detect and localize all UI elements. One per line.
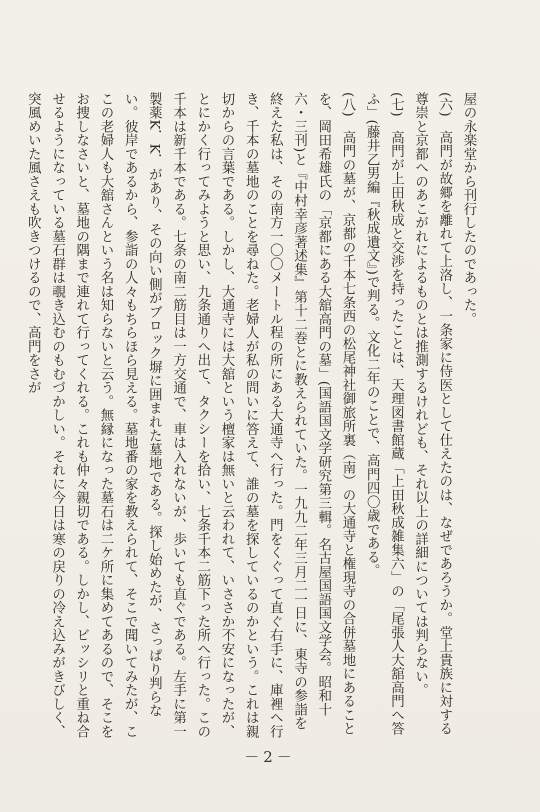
note-7: (七) 高門が上田秋成と交渉を持ったことは、天理図書館蔵「上田秋成雑集六」の「尾張人大舘高門へ答ふ」(藤井乙男編『秋成遺文』)で判る。文化二年のことで、高門四〇歳である。 (364, 92, 404, 736)
paragraph-intro-end: 屋の永楽堂から刊行したのであった。 (461, 92, 476, 326)
page-number: －2－ (244, 748, 296, 766)
note-8: (八) 高門の墓が、京都の千本七条西の松尾神社御旅所裏（南）の大通寺と権現寺の合併墓地にあることを、岡田希雄氏の「京都にある大舘高門の墓」(国語国文学研究第三輯。名古屋国語国文学会。昭和十六・三刊)と『中村幸彦著述集』第十二巻とに教えられていた。一九九二年三月二一日に、東寺の参詣を終えた私は、その南方一〇〇メートル程の所にある大通寺へ行った。門をくぐって直ぐ右手に、庫裡へ行き、千本の墓地のことを尋ねた。老婦人が私の問いに答えて、誰の墓を探しているのかという。これは親切からの言葉である。しかし、大通寺には大舘という檀家は無いと云われて、いささか不安になったが、とにかく行ってみようと思い、九条通りへ出て、タクシーを拾い、七条千本二筋下った所へ行った。この千本は新千本である。七条の南二筋目は一方交通で、車は入れないが、歩いても直ぐである。左手に第一製薬K．K．があり、その向い側がブロック塀に囲まれた墓地である。探し始めたが、さっぱり判らない。彼岸であるから、参詣の人々もちらほら見える。墓地番の家を教えられて、そこで聞いてみたが、ここの老婦人も大舘さんという名は知らないと云う。無縁になった墓石は二ケ所に集めてあるので、そこをお捜しなさいと、墓地の隅まで連れて行ってくれる。これも仲々親切である。しかし、ビッシリと重ね合せるようになっている墓石群は覗き込むのもむづかしい。それに今日は寒の戻りの冷え込みがきびしく、突風めいた風さえも吹きつけるので、高門をさが (25, 92, 355, 739)
body-text (25, 92, 480, 742)
note-6: (六) 高門が故郷を離れて上洛し、一条家に侍医として仕えたのは、なぜであろうか。堂上貴族に対する尊崇と京都へのあこがれによるものとは推測するけれども、それ以上の詳細については判らない。 (412, 92, 452, 736)
